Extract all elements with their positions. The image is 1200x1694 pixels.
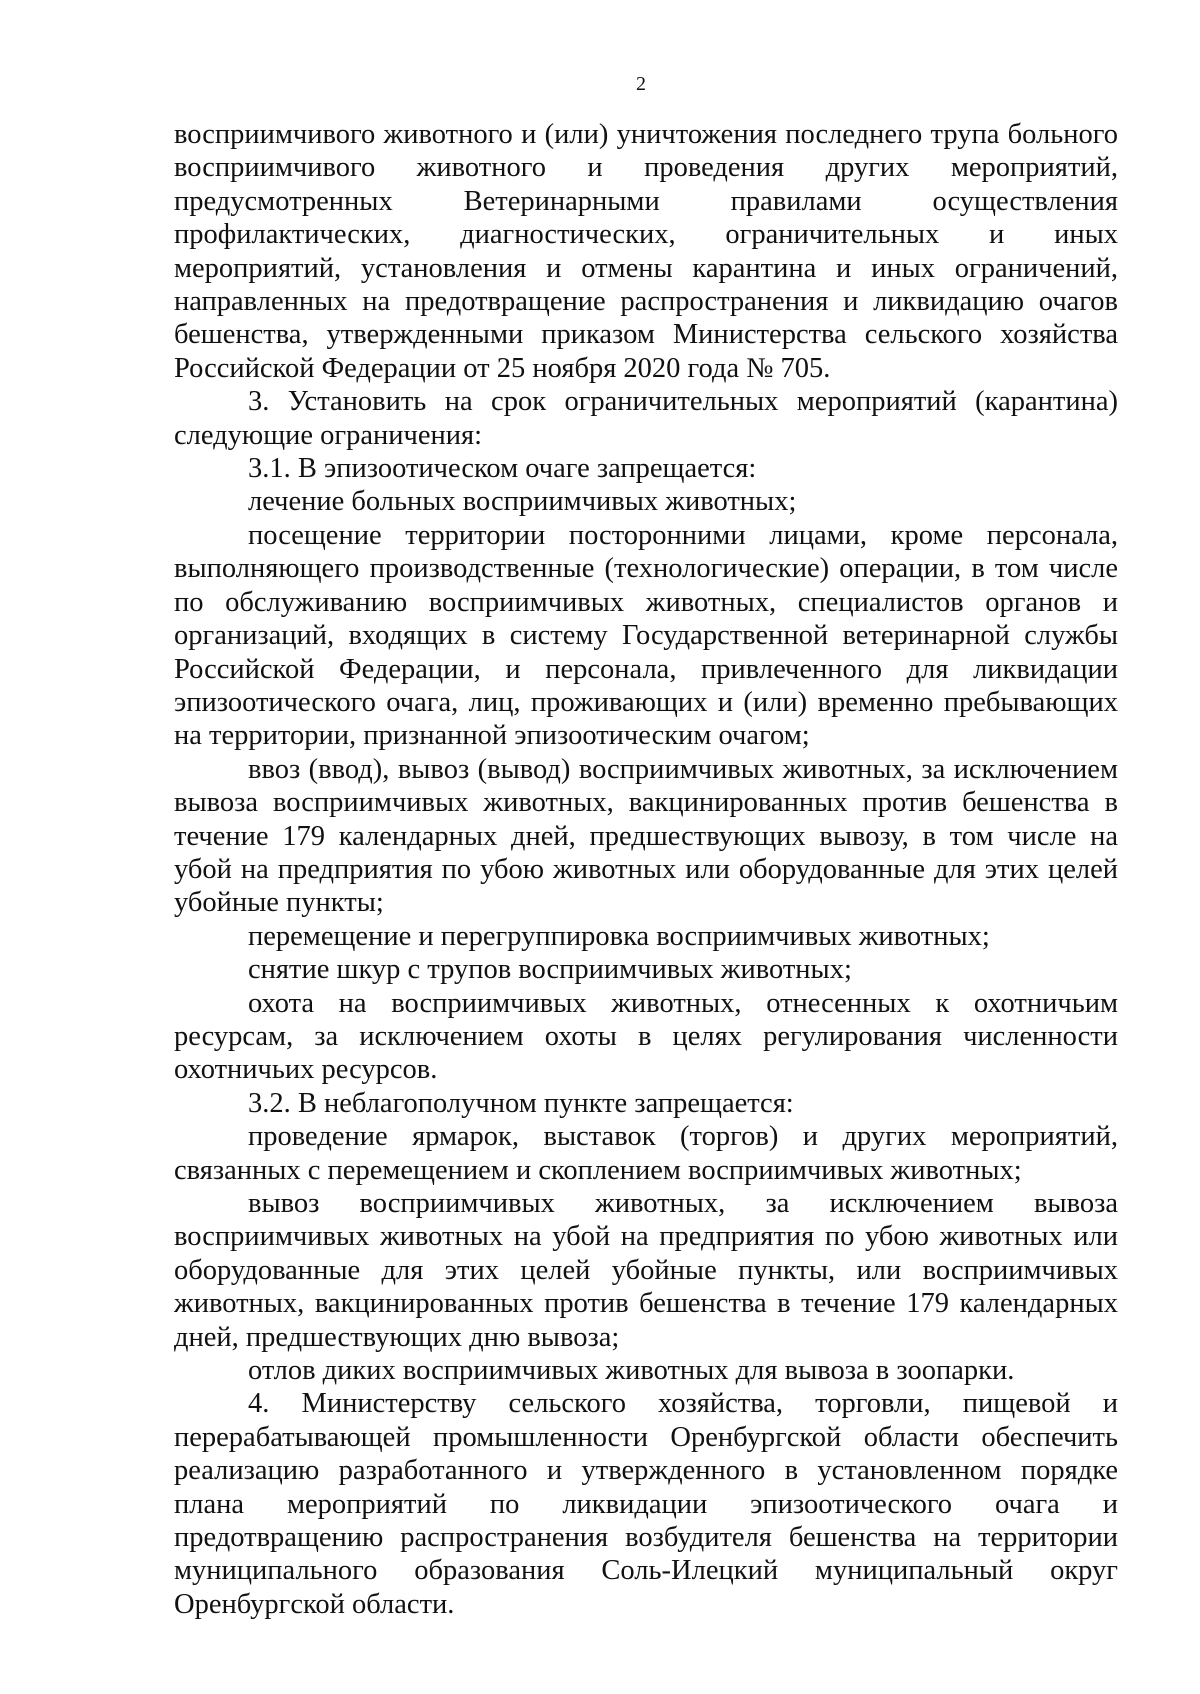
paragraph-item-3-2: 3.2. В неблагополучном пункте запрещается: — [248, 1087, 794, 1119]
paragraph-restriction-skinning: снятие шкур с трупов восприимчивых животных; — [248, 954, 852, 986]
paragraph-restriction-import-export: ввоз (ввод), вывоз (вывод) восприимчивых животных, за исключением вывоза восприимчивых животных, вакцинированных против бешенства в течение 179 календарных дней, предшествующих вывозу, в том числе на убой на предприятия по убою животных или оборудованные для этих целей убойные пункты; — [174, 753, 1118, 919]
paragraph-restriction-hunting: охота на восприимчивых животных, отнесенных к охотничьим ресурсам, за исключением охоты в целях регулирования численности охотничьих ресурсов. — [174, 987, 1118, 1086]
paragraph-continuation: восприимчивого животного и (или) уничтожения последнего трупа больного восприимчивого животного и проведения других мероприятий, предусмотренных Ветеринарными правилами осуществления профилактических, диагностических, ограничительных и иных мероприятий, установления и отмены карантина и иных ограничений, направленных на предотвращение распространения и ликвидацию очагов бешенства, утвержденными приказом Министерства сельского хозяйства Российской Федерации от 25 ноября 2020 года № 705. — [174, 119, 1118, 384]
paragraph-item-4: 4. Министерству сельского хозяйства, торговли, пищевой и перерабатывающей промышленности Оренбургской области обеспечить реализацию разработанного и утвержденного в установленном порядке плана мероприятий по ликвидации эпизоотического очага и предотвращению распространения возбудителя бешенства на территории муниципального образования Соль-Илецкий муниципальный округ Оренбургской области. — [174, 1388, 1118, 1620]
paragraph-restriction-treatment: лечение больных восприимчивых животных; — [248, 486, 797, 518]
document-body — [174, 118, 1118, 1621]
paragraph-item-3: 3. Установить на срок ограничительных мероприятий (карантина) следующие ограничения: — [174, 386, 1118, 451]
page-number: 2 — [636, 73, 646, 95]
paragraph-restriction-fairs: проведение ярмарок, выставок (торгов) и других мероприятий, связанных с перемещением и скоплением восприимчивых животных; — [174, 1121, 1118, 1186]
paragraph-item-3-1: 3.1. В эпизоотическом очаге запрещается: — [248, 453, 757, 485]
paragraph-restriction-movement: перемещение и перегруппировка восприимчивых животных; — [248, 920, 990, 952]
paragraph-restriction-visits: посещение территории посторонними лицами, кроме персонала, выполняющего производственные (технологические) операции, в том числе по обслуживанию восприимчивых животных, специалистов органов и организаций, входящих в систему Государственной ветеринарной службы Российской Федерации, и персонала, привлеченного для ликвидации эпизоотического очага, лиц, проживающих и (или) временно пребывающих на территории, признанной эпизоотическим очагом; — [174, 519, 1118, 752]
paragraph-restriction-capture: отлов диких восприимчивых животных для вывоза в зоопарки. — [248, 1355, 1015, 1387]
paragraph-restriction-removal: вывоз восприимчивых животных, за исключением вывоза восприимчивых животных на убой на предприятия по убою животных или оборудованные для этих целей убойные пункты, или восприимчивых животных, вакцинированных против бешенства в течение 179 календарных дней, предшествующих дню вывоза; — [174, 1188, 1118, 1353]
